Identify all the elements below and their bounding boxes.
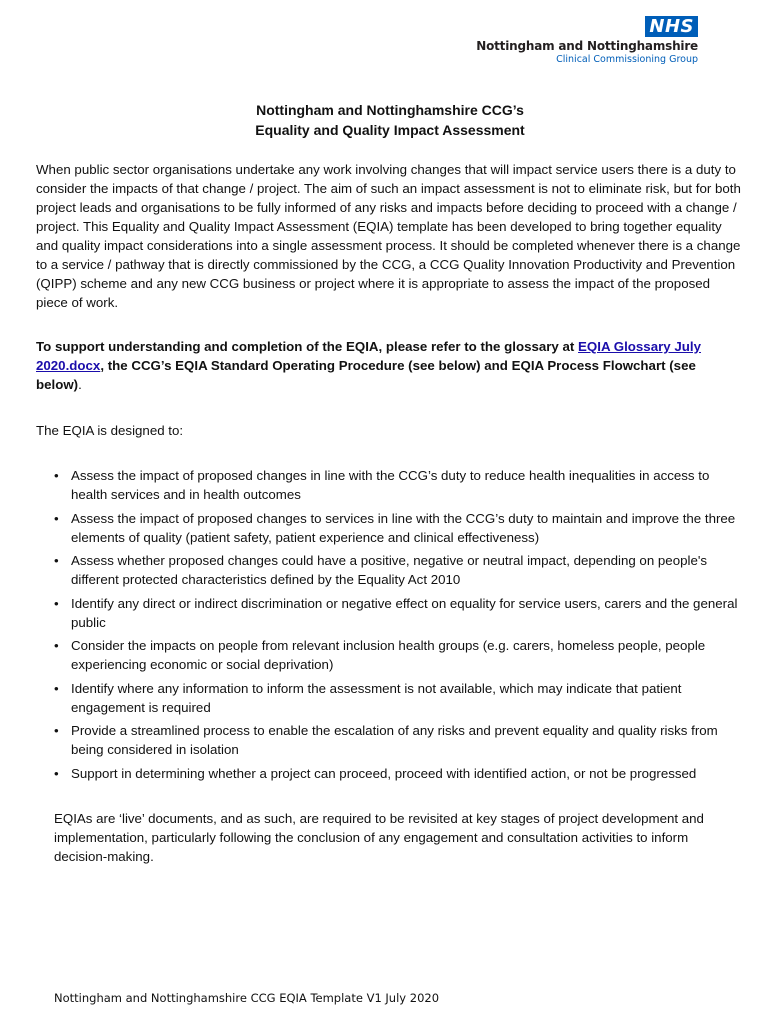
intro-paragraph: When public sector organisations undertake any work involving changes that will impact service users there is a duty to consider the impacts of that change / project. The aim of such an impact assessment is not to eliminate risk, but for both project leads and organisations to be fully informed of any risks and impacts before deciding to proceed with a change / project. This Equality and Quality Impact Assessment (EQIA) template has been developed to bring together equality and quality impact considerations into a single assessment process. It should be completed whenever there is a change to a service / pathway that is directly commissioned by the CCG, a CCG Quality Innovation Productivity and Prevention (QIPP) scheme and any new CCG business or project where it is appropriate to assess the impact of the proposed piece of work. [36, 162, 741, 310]
org-subtitle: Clinical Commissioning Group [556, 54, 698, 65]
page-footer: Nottingham and Nottinghamshire CCG EQIA Template V1 July 2020 [54, 991, 440, 1005]
support-period: . [78, 377, 82, 392]
org-name: Nottingham and Nottinghamshire [476, 39, 698, 53]
closing-paragraph: EQIAs are ‘live’ documents, and as such, are required to be revisited at key stages of project development and implementation, particularly following the conclusion of any engagement and consultation activities to inform decision-making. [54, 811, 704, 864]
list-item: • Identify where any information to inform the assessment is not available, which may indicate that patient engagement is required [71, 679, 741, 717]
title-line-1: Nottingham and Nottinghamshire CCG’s [256, 102, 524, 118]
designed-intro: The EQIA is designed to: [36, 423, 184, 438]
support-text-after: , the CCG’s EQIA Standard Operating Procedure (see below) and EQIA Process Flowchart (see below) [36, 358, 696, 392]
list-item: • Assess the impact of proposed changes in line with the CCG’s duty to reduce health inequalities in access to health services and in health outcomes [71, 466, 741, 504]
purpose-list [71, 466, 741, 787]
list-item: • Consider the impacts on people from relevant inclusion health groups (e.g. carers, homeless people, people experiencing economic or social deprivation) [71, 636, 741, 674]
list-item: • Provide a streamlined process to enable the escalation of any risks and prevent equality and quality risks from being considered in isolation [71, 721, 741, 759]
support-text-before: To support understanding and completion of the EQIA, please refer to the glossary at [36, 339, 579, 354]
list-item: • Assess the impact of proposed changes to services in line with the CCG’s duty to maintain and improve the three elements of quality (patient safety, patient experience and clinical effectiveness) [71, 509, 741, 547]
document-title [0, 100, 770, 140]
glossary-link[interactable]: EQIA Glossary July 2020.docx [36, 339, 701, 373]
nhs-logo [476, 16, 698, 65]
list-item: • Identify any direct or indirect discrimination or negative effect on equality for service users, carers and the general public [71, 594, 741, 632]
list-item: • Support in determining whether a project can proceed, proceed with identified action, or not be progressed [71, 764, 741, 783]
nhs-badge: NHS [645, 16, 698, 37]
title-line-2: Equality and Quality Impact Assessment [255, 122, 525, 138]
support-paragraph [36, 337, 742, 394]
list-item: • Assess whether proposed changes could have a positive, negative or neutral impact, depending on people's different protected characteristics defined by the Equality Act 2010 [71, 551, 741, 589]
